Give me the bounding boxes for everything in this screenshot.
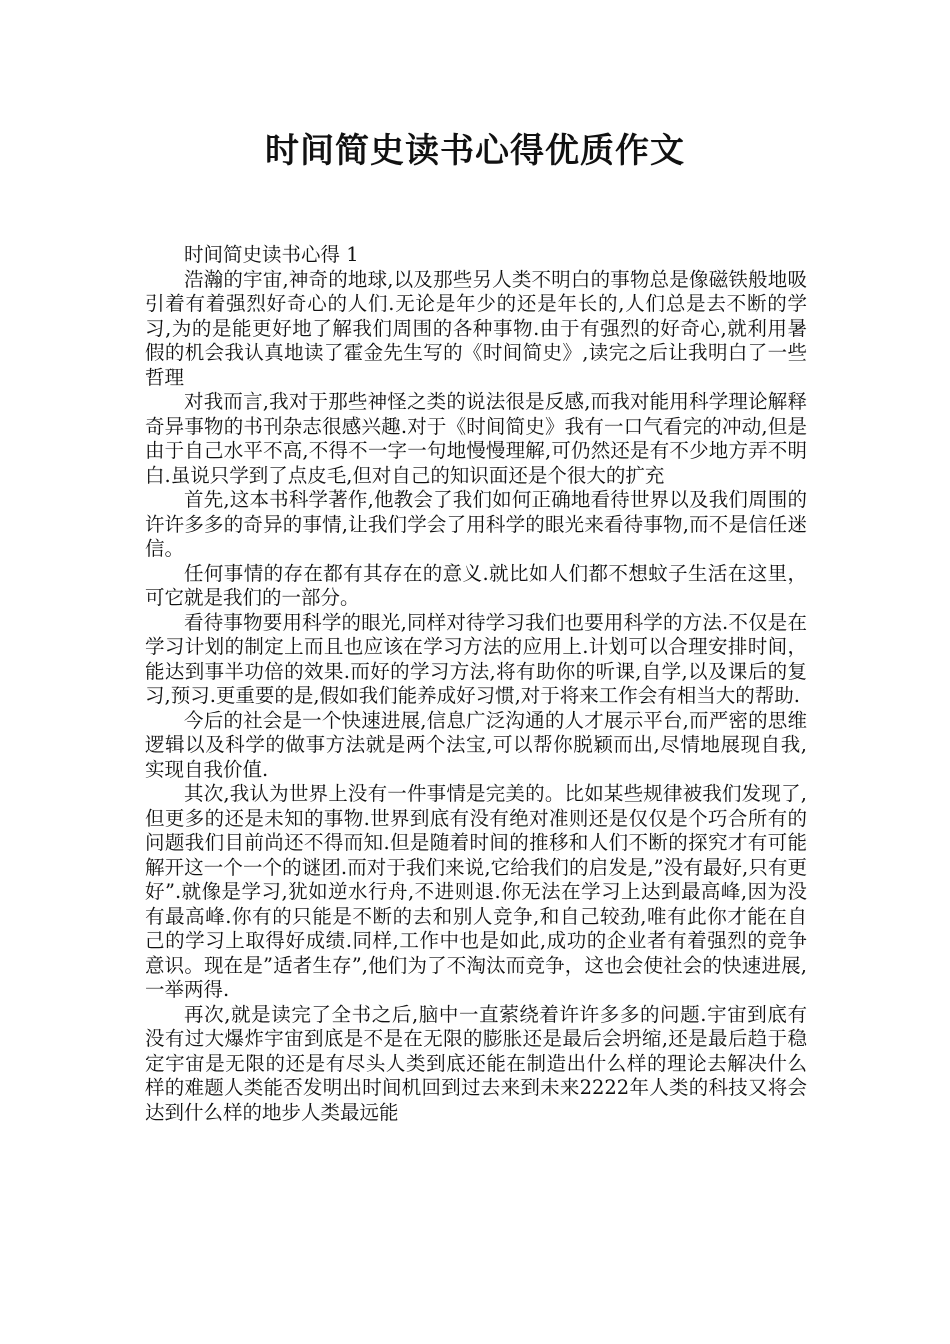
paragraph: 看待事物要用科学的眼光,同样对待学习我们也要用科学的方法.不仅是在学习计划的制定上而且也应该在学习方法的应用上.计划可以合理安排时间，能达到事半功倍的效果.而好的学习方法,将有助你的听课,自学,以及课后的复习,预习.更重要的是,假如我们能养成好习惯,对于将来工作会有相当大的帮助. xyxy=(145,610,807,707)
paragraph: 再次,就是读完了全书之后,脑中一直萦绕着许许多多的问题.宇宙到底有没有过大爆炸宇宙到底是不是在无限的膨胀还是最后会坍缩,还是最后趋于稳定宇宙是无限的还是有尽头人类到底还能在制造出什么样的理论去解决什么样的难题人类能否发明出时间机回到过去来到未来2222年人类的科技又将会达到什么样的地步人类最远能 xyxy=(145,1002,807,1124)
paragraph: 今后的社会是一个快速进展,信息广泛沟通的人才展示平台,而严密的思维逻辑以及科学的做事方法就是两个法宝,可以帮你脱颖而出,尽情地展现自我,实现自我价值. xyxy=(145,708,807,781)
document-body xyxy=(145,243,807,1125)
paragraph: 其次,我认为世界上没有一件事情是完美的。比如某些规律被我们发现了,但更多的还是未知的事物.世界到底有没有绝对准则还是仅仅是个巧合所有的问题我们目前尚还不得而知.但是随着时间的推移和人们不断的探究才有可能解开这一个一个的谜团.而对于我们来说,它给我们的启发是,”没有最好,只有更好”.就像是学习,犹如逆水行舟,不进则退.你无法在学习上达到最高峰,因为没有最高峰.你有的只能是不断的去和别人竞争,和自己较劲,唯有此你才能在自己的学习上取得好成绩.同样,工作中也是如此,成功的企业者有着强烈的竞争意识。现在是”适者生存”,他们为了不淘汰而竞争，这也会使社会的快速进展,一举两得. xyxy=(145,782,807,1001)
paragraph: 首先,这本书科学著作,他教会了我们如何正确地看待世界以及我们周围的许许多多的奇异的事情,让我们学会了用科学的眼光来看待事物,而不是信任迷信。 xyxy=(145,488,807,560)
paragraph: 浩瀚的宇宙,神奇的地球,以及那些另人类不明白的事物总是像磁铁般地吸引着有着强烈好奇心的人们.无论是年少的还是年长的,人们总是去不断的学习,为的是能更好地了解我们周围的各种事物.由于有强烈的好奇心,就利用暑假的机会我认真地读了霍金先生写的《时间简史》,读完之后让我明白了一些哲理 xyxy=(145,267,807,389)
paragraph: 对我而言,我对于那些神怪之类的说法很是反感,而我对能用科学理论解释奇异事物的书刊杂志很感兴趣.对于《时间简史》我有一口气看完的冲动,但是由于自己水平不高,不得不一字一句地慢慢理解,可仍然还是有不少地方弄不明白.虽说只学到了点皮毛,但对自己的知识面还是个很大的扩充 xyxy=(145,390,807,487)
paragraph: 任何事情的存在都有其存在的意义.就比如人们都不想蚊子生活在这里，可它就是我们的一部分。 xyxy=(145,561,807,609)
document-title: 时间简史读书心得优质作文 xyxy=(265,131,685,171)
section-heading: 时间简史读书心得 1 xyxy=(184,243,359,266)
